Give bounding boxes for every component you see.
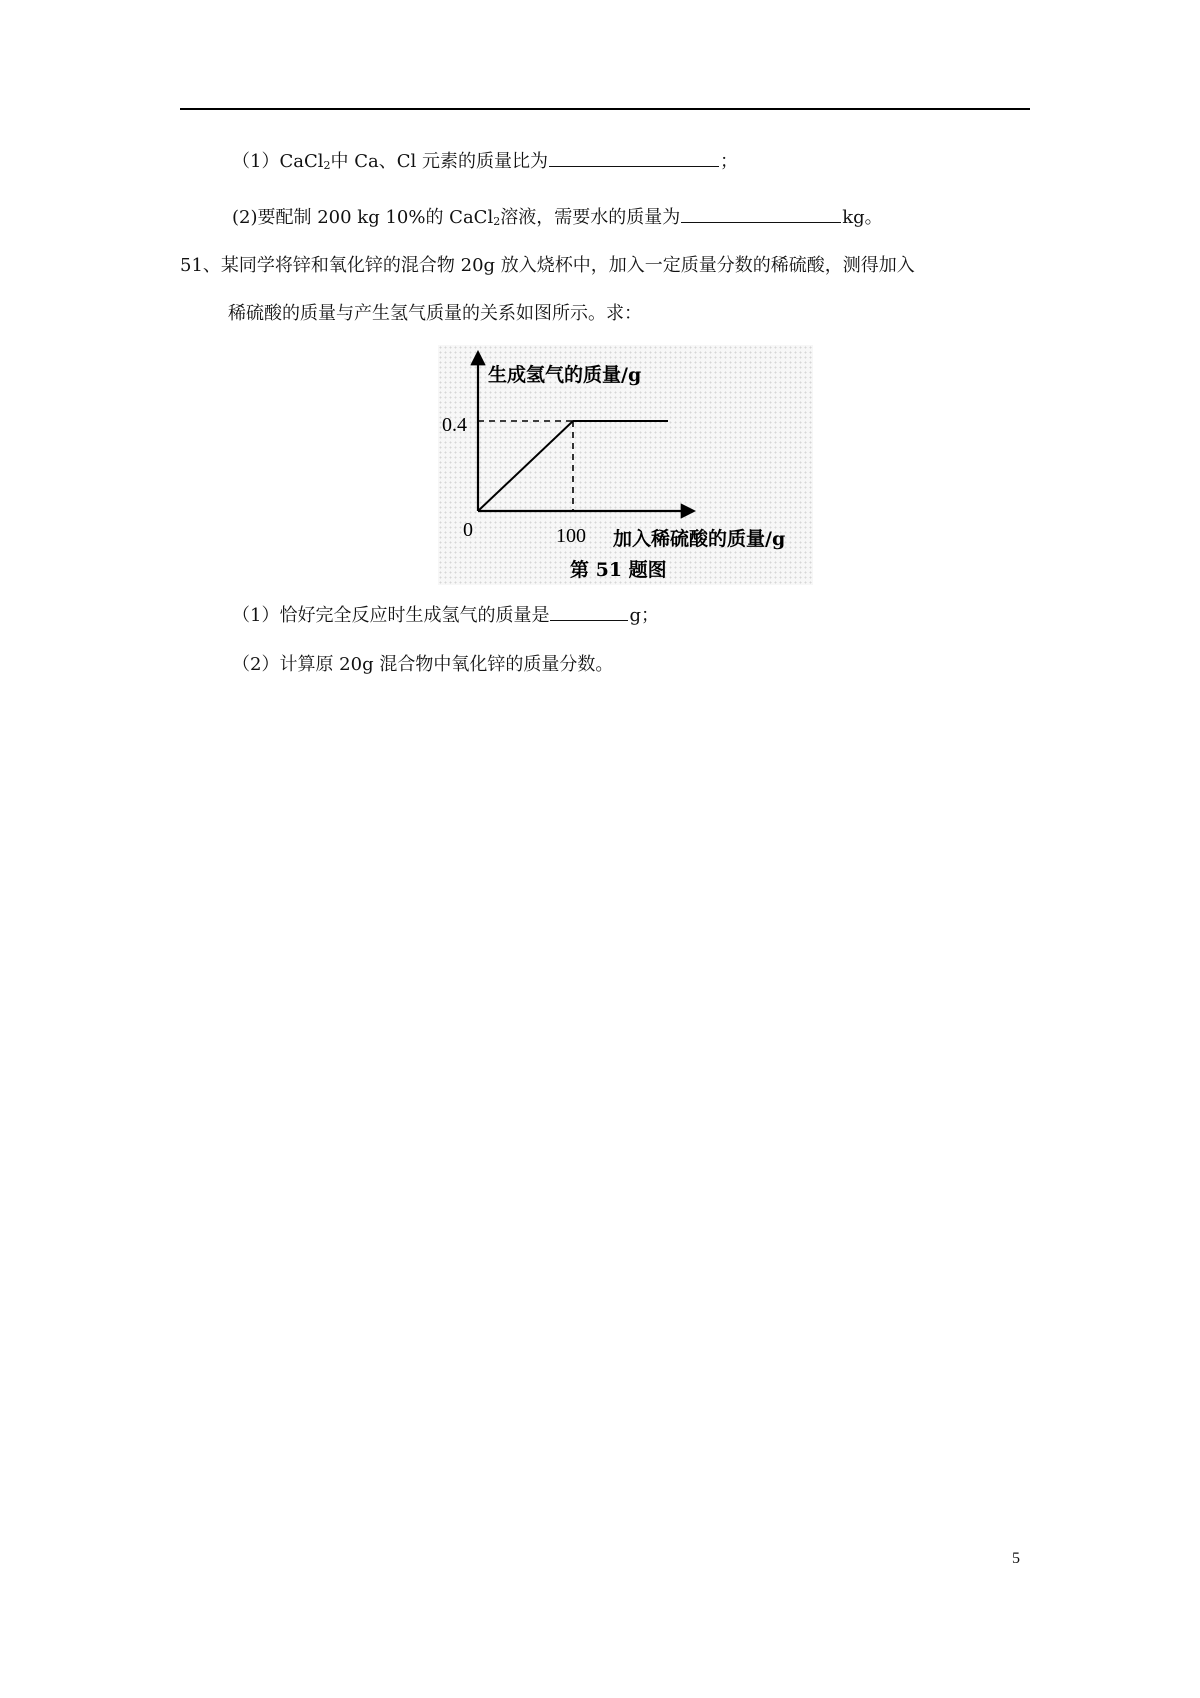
figure-caption: 第 51 题图 bbox=[570, 559, 667, 581]
q50-part2-suffix: kg。 bbox=[842, 207, 883, 228]
header-rule bbox=[180, 108, 1030, 110]
q51-stem-line1: 51、某同学将锌和氧化锌的混合物 20g 放入烧杯中，加入一定质量分数的稀硫酸，测得加入 bbox=[180, 255, 915, 276]
q50-part2-answer-blank[interactable] bbox=[681, 204, 841, 223]
q50-part2-subscript: 2 bbox=[493, 215, 501, 228]
q50-part2-prefix: (2)要配制 200 kg 10%的 CaCl bbox=[232, 207, 494, 228]
q50-part1-suffix: ； bbox=[719, 151, 738, 172]
q50-part1 bbox=[232, 148, 738, 179]
q51-part1-answer-blank[interactable] bbox=[550, 602, 628, 621]
q50-part2 bbox=[232, 204, 883, 235]
page-number: 5 bbox=[1012, 1550, 1020, 1567]
origin-label: 0 bbox=[463, 519, 473, 541]
q51-part2: （2）计算原 20g 混合物中氧化锌的质量分数。 bbox=[232, 654, 614, 675]
q50-part1-answer-blank[interactable] bbox=[549, 148, 719, 167]
x-axis-label: 加入稀硫酸的质量/g bbox=[613, 528, 786, 550]
q51-figure bbox=[438, 345, 813, 585]
q50-part1-text: 中 Ca、Cl 元素的质量比为 bbox=[330, 151, 548, 172]
y-axis-label: 生成氢气的质量/g bbox=[488, 364, 642, 386]
q51-part1 bbox=[232, 602, 659, 629]
q51-part1-text: （1）恰好完全反应时生成氢气的质量是 bbox=[232, 605, 550, 626]
x-tick-label: 100 bbox=[556, 525, 586, 547]
q51-stem-line2: 稀硫酸的质量与产生氢气质量的关系如图所示。求： bbox=[228, 303, 642, 324]
y-tick-label: 0.4 bbox=[442, 414, 467, 436]
q50-part1-prefix: （1）CaCl bbox=[232, 151, 324, 172]
q50-part1-subscript: 2 bbox=[323, 159, 331, 172]
q50-part2-text: 溶液，需要水的质量为 bbox=[500, 207, 681, 228]
q51-part1-suffix: g； bbox=[629, 605, 659, 626]
